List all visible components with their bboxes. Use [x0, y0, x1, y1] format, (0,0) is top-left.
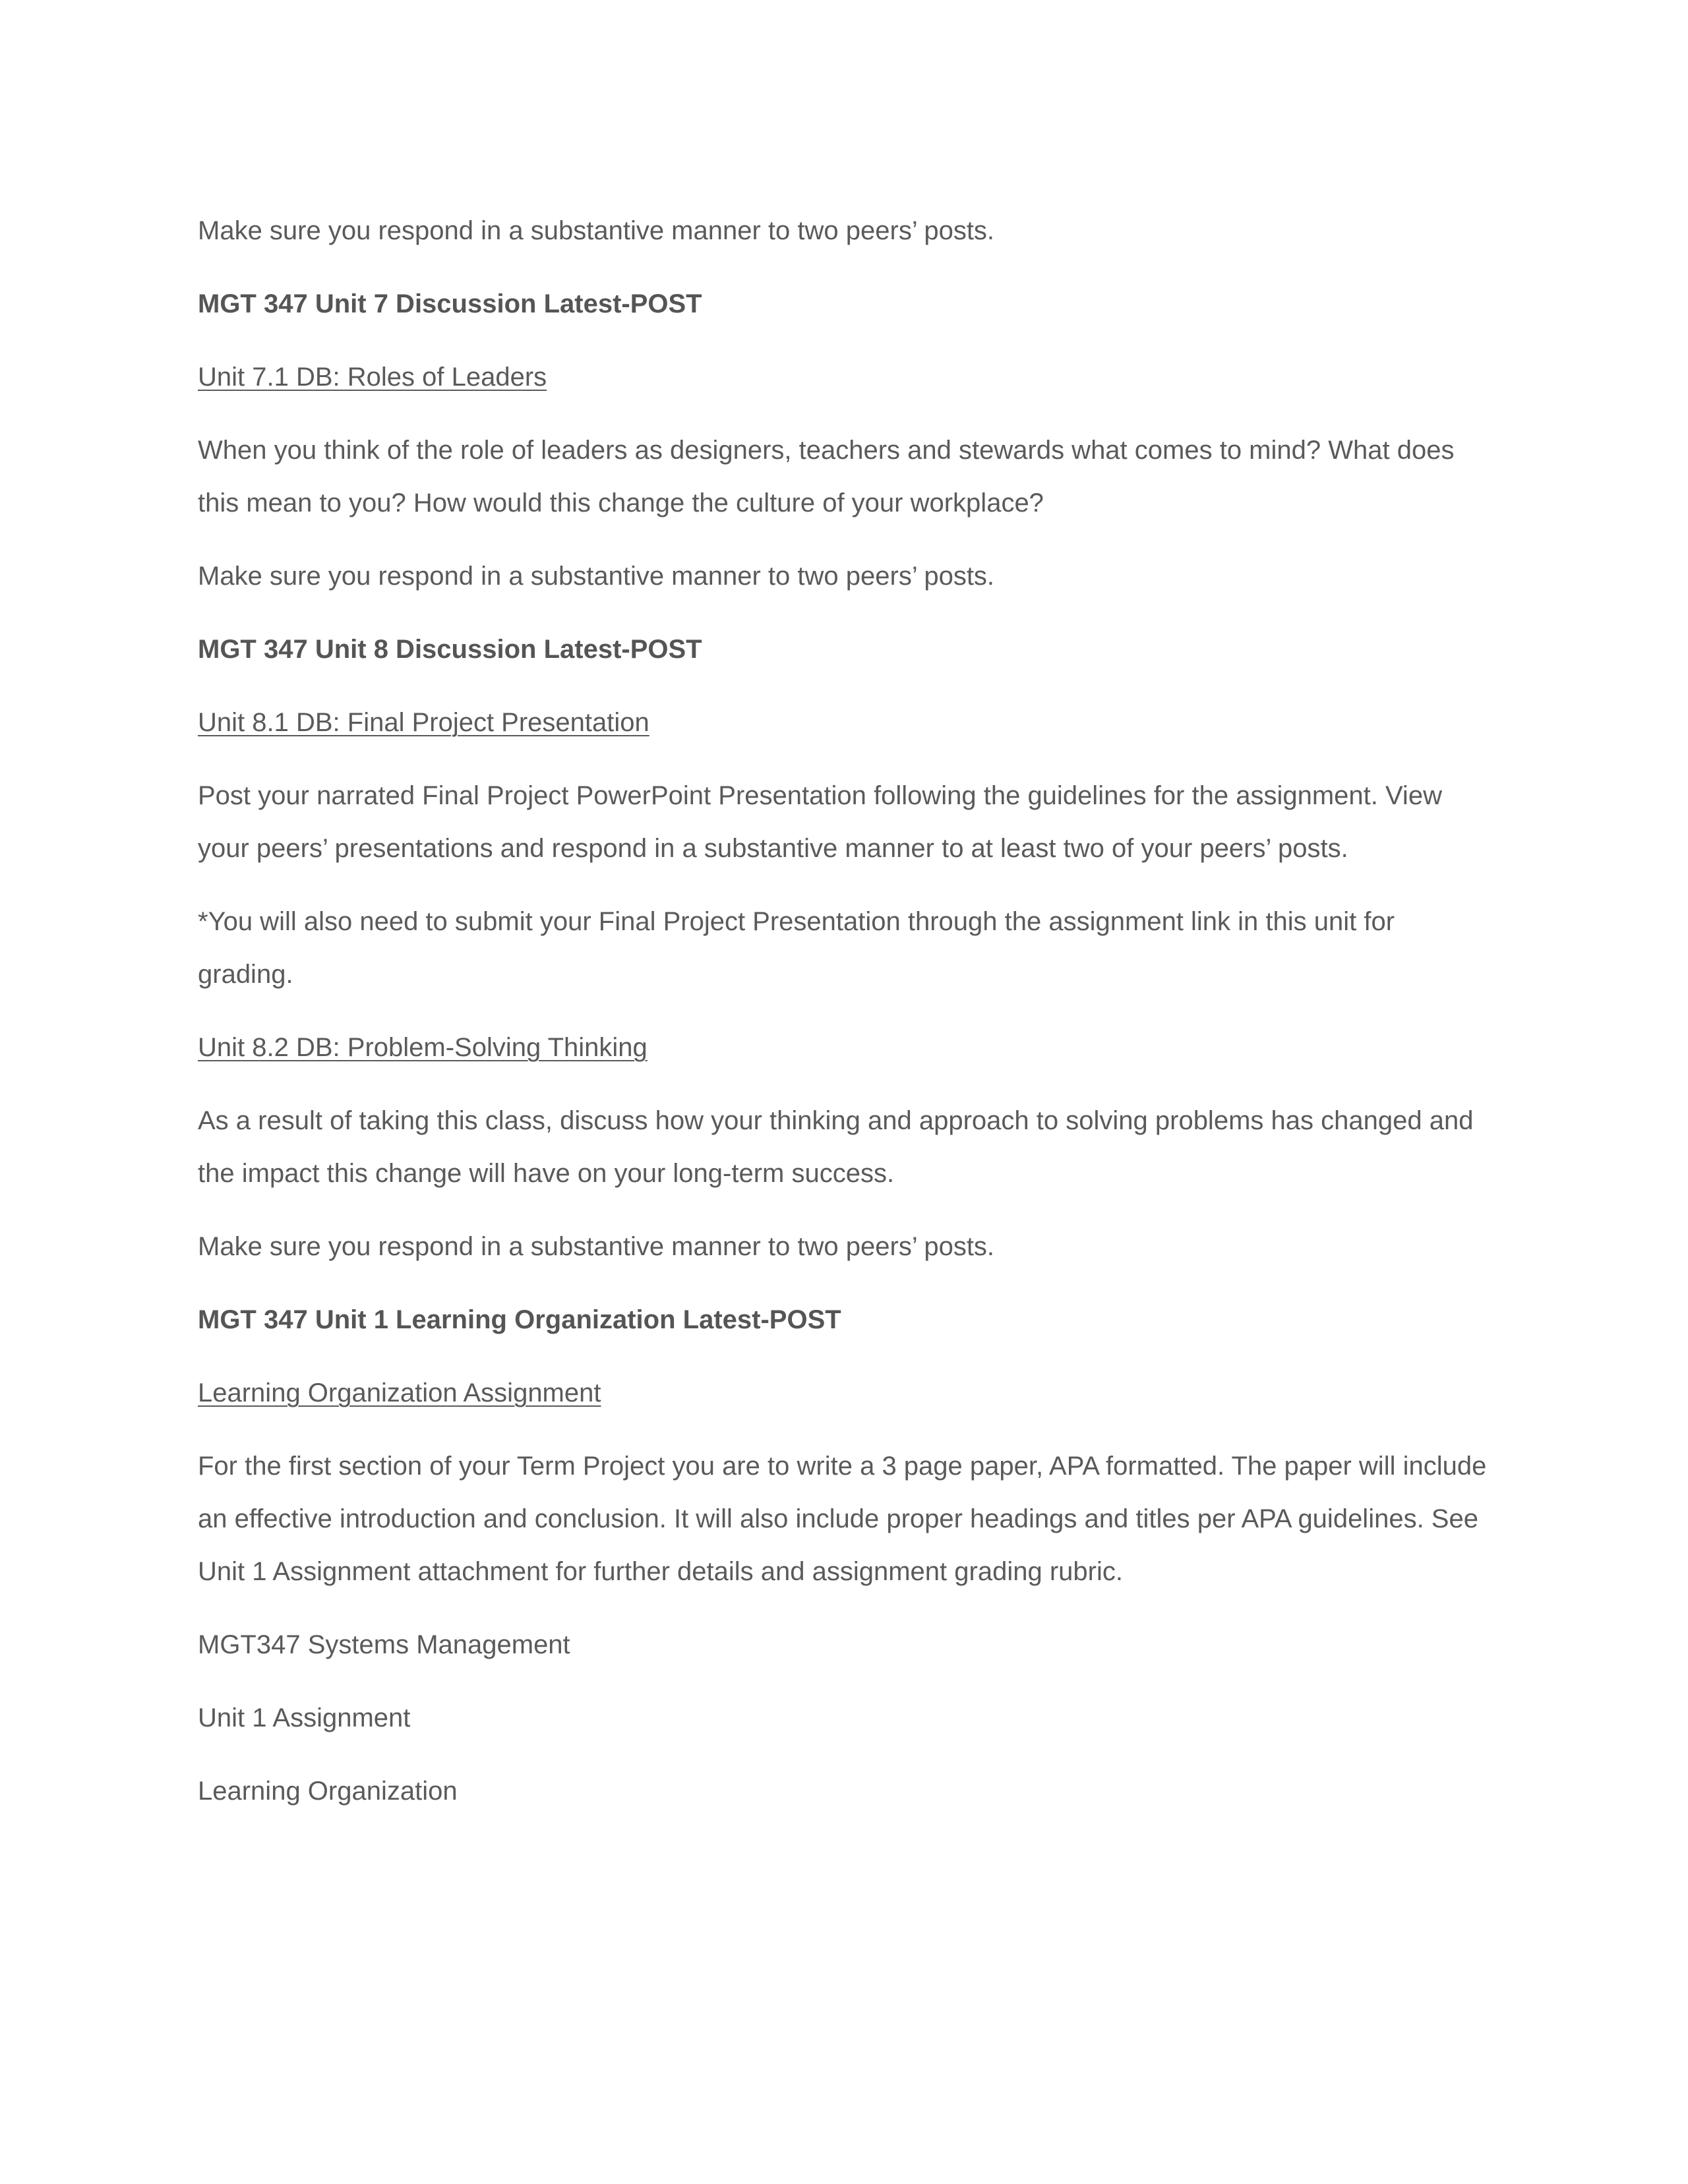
heading-unit1-learning-organization: MGT 347 Unit 1 Learning Organization Latest-POST	[198, 1305, 841, 1334]
link-unit8-1-final-project-presentation[interactable]: Unit 8.1 DB: Final Project Presentation	[198, 708, 649, 737]
link-unit7-1-roles-of-leaders[interactable]: Unit 7.1 DB: Roles of Leaders	[198, 363, 547, 392]
link-unit8-2-problem-solving-thinking[interactable]: Unit 8.2 DB: Problem-Solving Thinking	[198, 1033, 648, 1062]
paragraph-final-project-presentation: Post your narrated Final Project PowerPoint Presentation following the guidelines for the assignment. View your peers’ presentations and respond in a substantive manner to at least two of your peers’ posts.	[198, 781, 1442, 863]
document-page	[198, 212, 1490, 1846]
paragraph-respond-reminder: Make sure you respond in a substantive manner to two peers’ posts.	[198, 1232, 995, 1261]
heading-unit7-discussion: MGT 347 Unit 7 Discussion Latest-POST	[198, 289, 702, 318]
paragraph-unit1-assignment: Unit 1 Assignment	[198, 1703, 411, 1732]
paragraph-respond-reminder: Make sure you respond in a substantive manner to two peers’ posts.	[198, 216, 995, 245]
paragraph-problem-solving: As a result of taking this class, discuss how your thinking and approach to solving problems has changed and the impact this change will have on your long-term success.	[198, 1106, 1474, 1188]
heading-unit8-discussion: MGT 347 Unit 8 Discussion Latest-POST	[198, 635, 702, 664]
paragraph-course-title: MGT347 Systems Management	[198, 1630, 570, 1659]
paragraph-learning-organization: Learning Organization	[198, 1777, 458, 1806]
paragraph-respond-reminder: Make sure you respond in a substantive manner to two peers’ posts.	[198, 562, 995, 591]
paragraph-term-project: For the first section of your Term Project you are to write a 3 page paper, APA formatted. The paper will include an effective introduction and conclusion. It will also include proper headings and titles per APA guidelines. See Unit 1 Assignment attachment for further details and assignment grading rubric.	[198, 1452, 1487, 1586]
paragraph-roles-of-leaders: When you think of the role of leaders as designers, teachers and stewards what comes to mind? What does this mean to you? How would this change the culture of your workplace?	[198, 436, 1455, 517]
link-learning-organization-assignment[interactable]: Learning Organization Assignment	[198, 1378, 601, 1407]
paragraph-submit-note: *You will also need to submit your Final Project Presentation through the assignment link in this unit for grading.	[198, 907, 1395, 989]
